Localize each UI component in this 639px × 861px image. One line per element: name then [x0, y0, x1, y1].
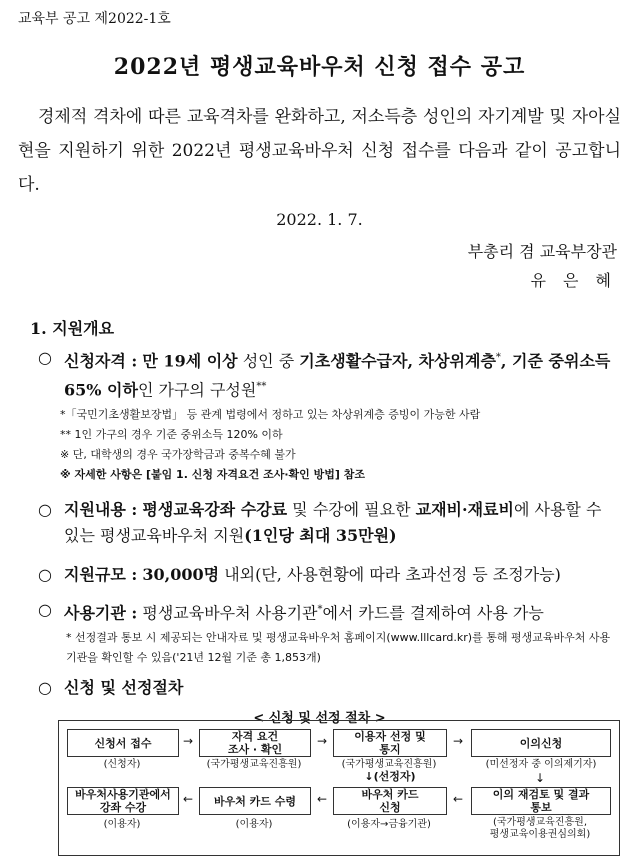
content-label: 지원내용 : [64, 500, 138, 519]
scale-label: 지원규모 : [64, 565, 138, 584]
flow-caption-eligibility-check: (국가평생교육진흥원) [206, 759, 302, 770]
flow-box-course: 바우처사용기관에서 강좌 수강 [67, 787, 179, 815]
institution-sup: * [317, 604, 323, 615]
content-text-2: 에 사용할 수 있는 평생교육바우처 지원 [64, 500, 602, 545]
eligibility-group: 기초생활수급자, 차상위계층 [299, 351, 496, 371]
institution-item [38, 597, 621, 626]
flow-caption-review: (국가평생교육진흥원, 평생교육이용권심의회) [489, 817, 591, 840]
support-content-item [38, 497, 621, 549]
section-title: 1. 지원개요 [30, 319, 115, 338]
flow-caption-card-application: (이용자→금융기관) [347, 819, 431, 830]
intro-paragraph: 경제적 격차에 따른 교육격차를 완화하고, 저소득층 성인의 자기계발 및 자아실현을 지원하기 위한 2022년 평생교육바우처 신청 접수를 다음과 같이 공고합니다. [18, 107, 621, 195]
eligibility-median: 기준 중위소득 65% 이하 [64, 351, 611, 400]
institution-label: 사용기관 : [64, 603, 138, 623]
scale-count: 30,000명 [142, 565, 220, 584]
flow-arrow-left: ← [453, 792, 464, 806]
bullet: ○ [38, 565, 52, 584]
flow-selected-label: ↓(선정자) [364, 770, 416, 783]
flow-arrow-right: → [453, 734, 464, 748]
document-title: 2022년 평생교육바우처 신청 접수 공고 [113, 54, 526, 80]
institution-note: * 선정결과 통보 시 제공되는 안내자료 및 평생교육바우처 홈페이지(www.lllcard.kr)를 통해 평생교육바우처 사용기관을 확인할 수 있음('21년 12월 기준 총 1,853개) [66, 631, 611, 664]
eligibility-note-1: *「국민기초생활보장법」 등 관계 법령에서 정하고 있는 차상위계층 증빙이 가능한 사람 [60, 408, 481, 421]
eligibility-age: 만 19세 이상 [142, 351, 238, 371]
flow-box-eligibility-check: 자격 요건 조사 · 확인 [199, 729, 311, 757]
eligibility-text-2: , [500, 351, 513, 371]
flow-box-selection: 이용자 선정 및 통지 [333, 729, 447, 757]
flow-caption-application: (신청자) [103, 759, 141, 770]
eligibility-sup-2: ** [256, 381, 267, 393]
flow-caption-objection: (미선정자 중 이의제기자) [485, 759, 597, 770]
eligibility-note-3: ※ 단, 대학생의 경우 국가장학금과 중복수혜 불가 [60, 448, 296, 461]
bullet: ○ [38, 500, 52, 519]
flow-arrow-left: ← [317, 792, 328, 806]
notice-date: 2022. 1. 7. [276, 210, 363, 229]
signatory-name: 유 은 혜 [530, 271, 617, 290]
institution-text-1: 평생교육바우처 사용기관 [137, 603, 318, 623]
flow-title: < 신청 및 선정 절차 > [253, 711, 386, 726]
notice-number: 교육부 공고 제2022-1호 [18, 11, 171, 27]
flow-arrow-down: ↓ [535, 771, 546, 785]
flow-box-card-application: 바우처 카드 신청 [333, 787, 447, 815]
support-scale-item [38, 562, 621, 588]
flow-caption-course: (이용자) [103, 819, 141, 830]
flow-caption-card-receipt: (이용자) [235, 819, 273, 830]
institution-text-2: 에서 카드를 결제하여 사용 가능 [322, 603, 544, 623]
flow-box-objection: 이의신청 [471, 729, 611, 757]
scale-rest: 내외(단, 사용현황에 따라 초과선정 등 조정가능) [219, 565, 561, 584]
eligibility-text-1: 성인 중 [237, 351, 300, 371]
signatory-title: 부총리 겸 교육부장관 [467, 242, 617, 261]
eligibility-label: 신청자격 : [64, 351, 138, 371]
flow-arrow-left: ← [183, 792, 194, 806]
eligibility-note-ref: ※ 자세한 사항은 [붙임 1. 신청 자격요건 조사·확인 방법] 참조 [60, 468, 365, 481]
content-max: (1인당 최대 35만원) [244, 526, 397, 545]
bullet: ○ [38, 678, 52, 697]
eligibility-text-3: 인 가구의 구성원 [137, 380, 257, 400]
eligibility-item [38, 345, 621, 404]
content-text-1: 및 수강에 필요한 [287, 500, 416, 519]
flow-box-card-receipt: 바우처 카드 수령 [199, 787, 311, 815]
flow-caption-selection: (국가평생교육진흥원) [341, 759, 437, 770]
bullet: ○ [38, 600, 52, 619]
procedure-item [38, 675, 621, 701]
bullet: ○ [38, 348, 52, 367]
flow-arrow-right: → [317, 734, 328, 748]
flow-box-application: 신청서 접수 [67, 729, 179, 757]
content-fee: 평생교육강좌 수강료 [142, 500, 288, 519]
eligibility-note-2: ** 1인 가구의 경우 기준 중위소득 120% 이하 [60, 428, 283, 441]
eligibility-sup-1: * [495, 352, 501, 363]
flow-arrow-right: → [183, 734, 194, 748]
procedure-flowchart [58, 720, 620, 856]
procedure-label: 신청 및 선정절차 [64, 678, 184, 697]
flow-box-review: 이의 재검토 및 결과 통보 [471, 787, 611, 815]
content-material: 교재비·재료비 [415, 500, 514, 519]
